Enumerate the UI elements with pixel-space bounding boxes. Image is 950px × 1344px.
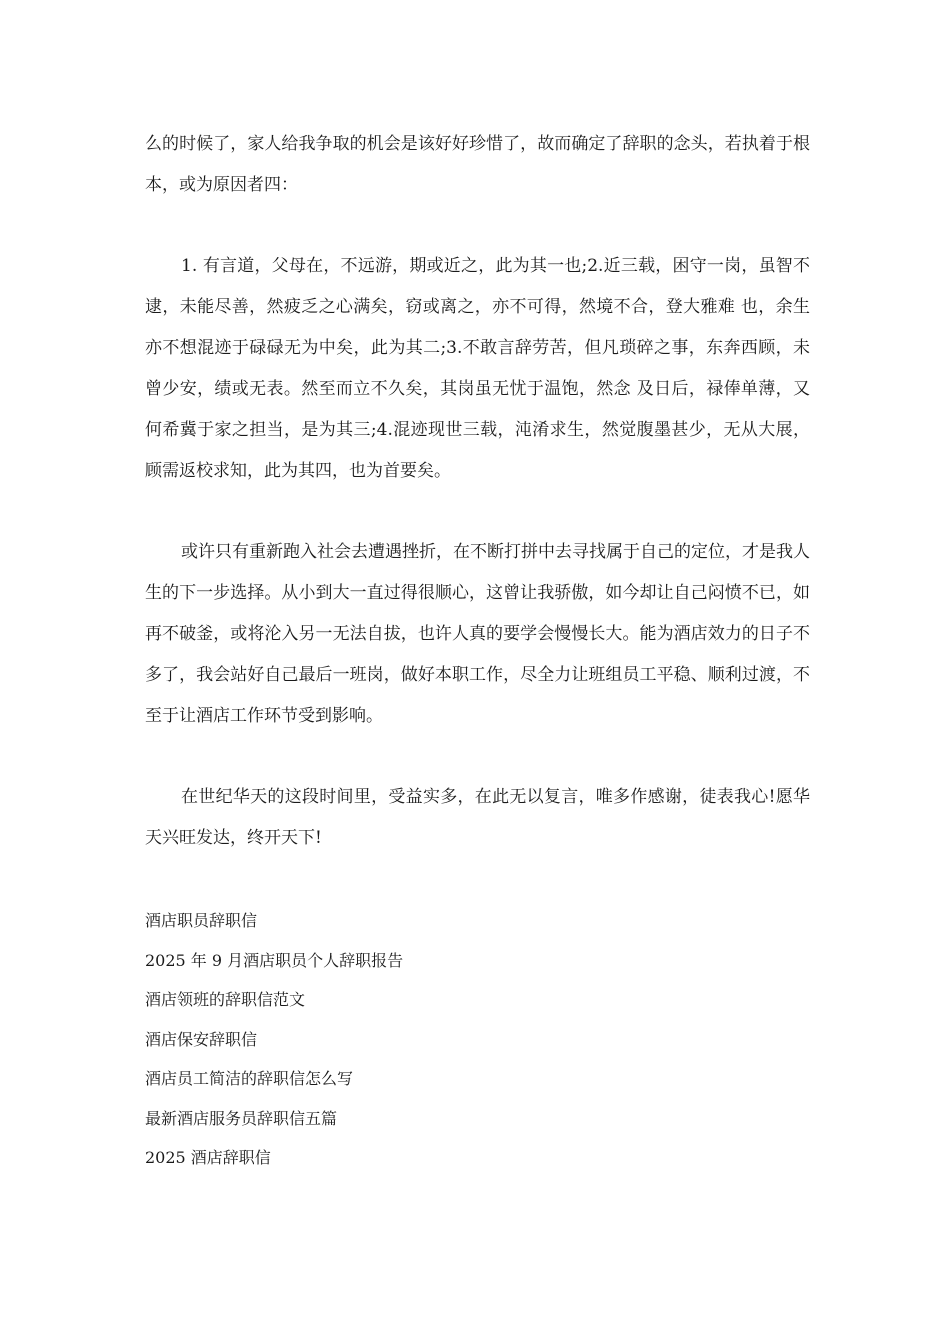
related-link[interactable]: 酒店领班的辞职信范文 (145, 990, 306, 1009)
related-links-list (145, 901, 810, 1178)
related-link[interactable]: 酒店员工简洁的辞职信怎么写 (145, 1069, 354, 1088)
related-link[interactable]: 酒店职员辞职信 (145, 911, 258, 930)
related-link[interactable]: 2025 年 9 月酒店职员个人辞职报告 (145, 950, 404, 970)
paragraph-reasons: 1. 有言道，父母在，不远游，期或近之，此为其一也;2.近三载，困守一岗，虽智不逮，未能尽善，然疲乏之心满矣，窃或离之，亦不可得，然境不合，登大雅难 也，余生亦不想混迹于碌碌无为中矣，此为其二;3.不敢言辞劳苦，但凡琐碎之事，东奔西顾，未曾少安，绩或无表。然至而立不久矣，其岗虽无忧于温饱，然念 及日后，禄俸单薄，又何希冀于家之担当，是为其三;4.混迹现世三载，沌淆求生，然觉腹墨甚少，无从大展，顾需返校求知，此为其四，也为首要矣。 (145, 256, 810, 481)
related-link[interactable]: 最新酒店服务员辞职信五篇 (145, 1108, 338, 1128)
document-page (145, 124, 810, 1178)
paragraph-thanks: 在世纪华天的这段时间里，受益实多，在此无以复言，唯多作感谢，徒表我心!愿华天兴旺发达，终开天下! (145, 787, 810, 848)
paragraph-continuation: 么的时候了，家人给我争取的机会是该好好珍惜了，故而确定了辞职的念头，若执着于根本，或为原因者四： (145, 134, 810, 195)
paragraph-future-plan: 或许只有重新跑入社会去遭遇挫折，在不断打拼中去寻找属于自己的定位，才是我人生的下一步选择。从小到大一直过得很顺心，这曾让我骄傲，如今却让自己闷愤不已，如 再不破釜，或将沦入另一无法自拔，也许人真的要学会慢慢长大。能为酒店效力的日子不多了，我会站好自己最后一班岗，做好本职工作，尽全力让班组员工平稳、顺利过渡，不至于让酒店工作环节受到影响。 (145, 542, 810, 726)
related-link[interactable]: 2025 酒店辞职信 (145, 1148, 271, 1167)
related-link[interactable]: 酒店保安辞职信 (145, 1029, 258, 1049)
